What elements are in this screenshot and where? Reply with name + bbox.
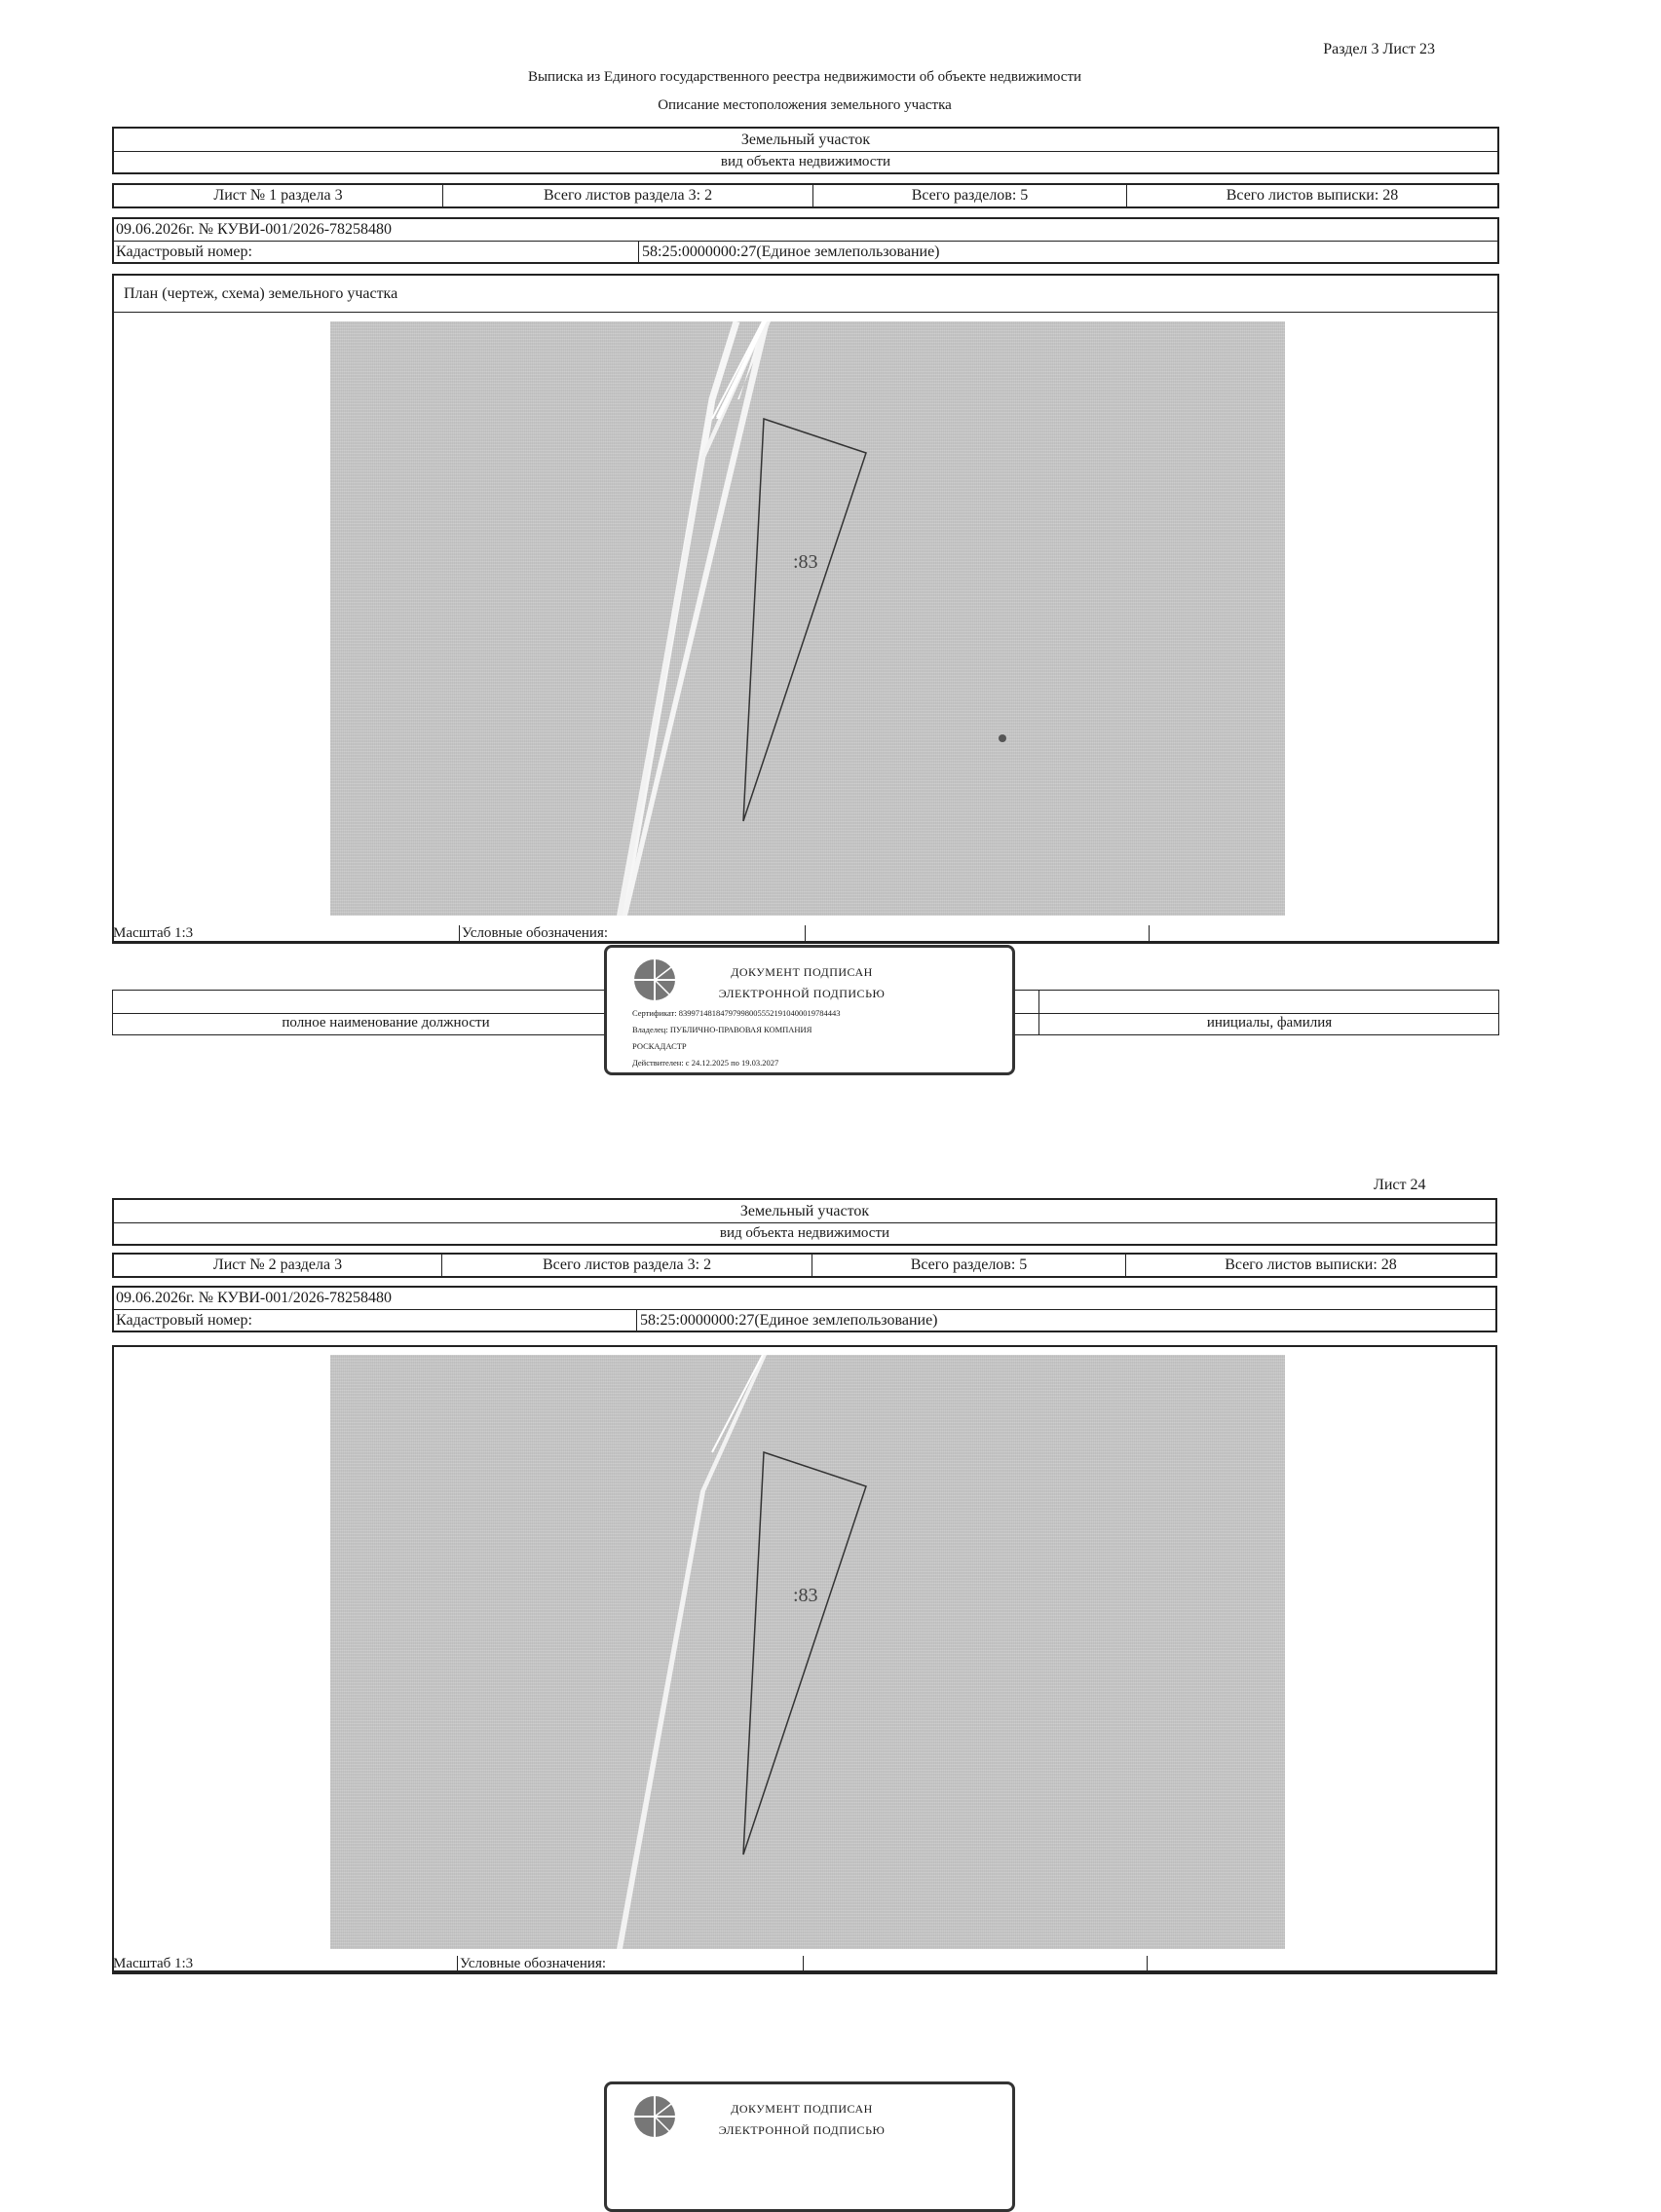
registry-info-box (112, 217, 1499, 264)
plan-drawing (330, 321, 1285, 916)
parcel-label-2: :83 (793, 1585, 818, 1606)
stamp-line2: ЭЛЕКТРОННОЙ ПОДПИСЬЮ (718, 987, 886, 1000)
rosreestr-logo-icon-2 (632, 2094, 677, 2139)
document-subtitle: Описание местоположения земельного участка (658, 97, 952, 113)
total-sheets-section: Всего листов раздела 3: 2 (442, 185, 812, 206)
cadastral-label: Кадастровый номер: (116, 244, 252, 260)
total-sections-2: Всего разделов: 5 (812, 1255, 1125, 1276)
cadastral-value: 58:25:0000000:27(Единое землепользование) (642, 244, 940, 260)
stamp2-line2: ЭЛЕКТРОННОЙ ПОДПИСЬЮ (718, 2123, 886, 2137)
cadastral-value-2: 58:25:0000000:27(Единое землепользование) (640, 1312, 938, 1329)
rosreestr-logo-icon (632, 957, 677, 1002)
road-body-2 (617, 1355, 767, 1949)
plan-drawing-2 (330, 1355, 1285, 1949)
plan-dot (999, 734, 1006, 742)
stamp-owner2: РОСКАДАСТР (632, 1041, 687, 1051)
signature-stamp-2 (604, 2081, 1015, 2212)
cadastral-label-2: Кадастровый номер: (116, 1312, 252, 1329)
stamp-owner: Владелец: ПУБЛИЧНО-ПРАВОВАЯ КОМПАНИЯ (632, 1025, 812, 1034)
date-number-2: 09.06.2026г. № КУВИ-001/2026-78258480 (116, 1290, 393, 1306)
initials-caption: инициалы, фамилия (1206, 1015, 1333, 1031)
sheet-counters-row (112, 183, 1499, 208)
legend-label-2: Условные обозначения: (460, 1956, 607, 1971)
total-sheets-2: Всего листов выписки: 28 (1125, 1255, 1495, 1276)
sheet-no-page2: Лист 24 (1374, 1177, 1426, 1193)
road-strip (623, 321, 770, 916)
plan-box-2 (112, 1345, 1497, 1972)
date-number: 09.06.2026г. № КУВИ-001/2026-78258480 (116, 221, 393, 238)
position-caption: полное наименование должности (282, 1015, 490, 1031)
document-title: Выписка из Единого государственного реестра недвижимости об объекте недвижимости (527, 69, 1082, 85)
object-type-box-2 (112, 1198, 1497, 1246)
object-type-box (112, 127, 1499, 174)
signature-stamp (604, 945, 1015, 1075)
object-type: Земельный участок (740, 131, 871, 148)
parcel-boundary-2 (743, 1452, 866, 1855)
total-sheets: Всего листов выписки: 28 (1126, 185, 1497, 206)
scale-2: Масштаб 1:3 (113, 1956, 194, 1971)
plan-label: План (чертеж, схема) земельного участка (124, 285, 398, 302)
parcel-boundary (743, 419, 866, 821)
parcel-label: :83 (793, 551, 818, 573)
stamp-certificate: Сертификат: 839971481847979980055521910400019784443 (632, 1008, 841, 1018)
object-type-caption-2: вид объекта недвижимости (719, 1225, 890, 1241)
plan-svg-2 (330, 1355, 1285, 1949)
sheet-counters-row-2 (112, 1253, 1497, 1278)
sheet-number-2: Лист № 2 раздела 3 (212, 1256, 343, 1273)
total-sections: Всего разделов: 5 (812, 185, 1126, 206)
scale-legend-row-2 (112, 1956, 1497, 1974)
legend-label: Условные обозначения: (462, 925, 609, 941)
stamp2-line1: ДОКУМЕНТ ПОДПИСАН (731, 2102, 873, 2116)
plan-box (112, 274, 1499, 943)
scale-legend-row (112, 925, 1499, 944)
object-type-caption: вид объекта недвижимости (720, 154, 891, 169)
section-sheet-label: Раздел 3 Лист 23 (1323, 41, 1435, 57)
scale: Масштаб 1:3 (113, 925, 194, 941)
stamp-line1: ДОКУМЕНТ ПОДПИСАН (731, 965, 873, 979)
stamp-valid: Действителен: с 24.12.2025 по 19.03.2027 (632, 1058, 779, 1068)
plan-svg (330, 321, 1285, 916)
sheet-number: Лист № 1 раздела 3 (213, 187, 343, 204)
registry-info-box-2 (112, 1286, 1497, 1332)
object-type-2: Земельный участок (739, 1203, 870, 1219)
total-sheets-section-2: Всего листов раздела 3: 2 (441, 1255, 812, 1276)
road-edge-2 (712, 1355, 763, 1452)
